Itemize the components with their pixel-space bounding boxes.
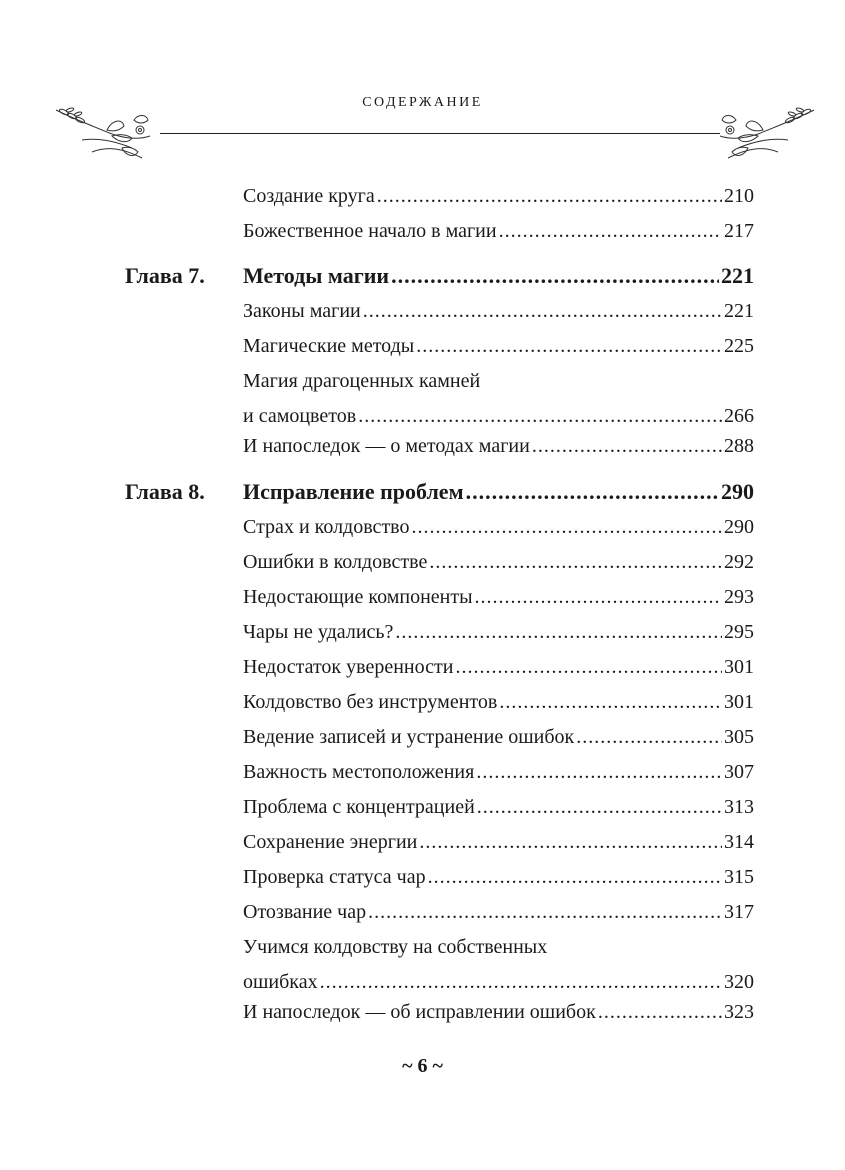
leader-dots (429, 545, 722, 580)
toc-entry-title: Проблема с концентрацией (243, 796, 475, 818)
toc-entry-page: 210 (724, 185, 754, 207)
toc-entry-page: 295 (724, 621, 754, 643)
toc-entry-title: Важность местоположения (243, 761, 475, 783)
chapter-label: Глава 7. (125, 263, 205, 288)
toc-entry-title: ошибках (243, 971, 318, 993)
leader-dots (411, 510, 722, 545)
toc-entry[interactable] (243, 790, 754, 825)
leader-dots (368, 895, 722, 930)
toc-entry-page: 292 (724, 551, 754, 573)
toc-entry-page: 293 (724, 586, 754, 608)
toc-entry-title: Ошибки в колдовстве (243, 551, 428, 573)
toc-entry-title: Проверка статуса чар (243, 866, 426, 888)
toc-entry-page: 288 (724, 435, 754, 457)
toc-entry-page: 221 (724, 300, 754, 322)
leader-dots (598, 995, 722, 1030)
toc-entry-page: 221 (721, 263, 754, 288)
toc-entry-page: 301 (724, 656, 754, 678)
toc-entry-page: 290 (721, 479, 754, 504)
toc-chapter-entry[interactable] (243, 474, 754, 509)
toc-entry-title: и самоцветов (243, 405, 357, 427)
toc-entry-title: Недостающие компоненты (243, 586, 473, 608)
leader-dots (416, 329, 722, 364)
leader-dots (455, 650, 722, 685)
page-number: ~ 6 ~ (402, 1055, 443, 1077)
leader-dots (377, 179, 722, 214)
leader-dots (476, 755, 722, 790)
toc-entry[interactable] (243, 930, 754, 1000)
leader-dots (363, 294, 722, 329)
toc-entry[interactable] (243, 860, 754, 895)
leader-dots (428, 860, 722, 895)
toc-entry-title: Создание круга (243, 185, 375, 207)
toc-entry-title: И напоследок — о методах магии (243, 435, 530, 457)
toc-entry-title: Отозвание чар (243, 901, 367, 923)
toc-entry-page: 313 (724, 796, 754, 818)
toc-entry-title: И напоследок — об исправлении ошибок (243, 1001, 596, 1023)
toc-entry[interactable] (243, 755, 754, 790)
toc-entry-title: Колдовство без инструментов (243, 691, 498, 713)
toc-entry-title: Исправление проблем (243, 479, 464, 504)
leader-dots (391, 258, 719, 293)
toc-entry-title: Сохранение энергии (243, 831, 418, 853)
header-rule (160, 133, 720, 134)
toc-entry-title: Ведение записей и устранение ошибок (243, 726, 575, 748)
toc-entry-page: 320 (724, 971, 754, 993)
toc-entry[interactable] (243, 429, 754, 464)
toc-entry-title: Недостаток уверенности (243, 656, 454, 678)
toc-entry-page: 225 (724, 335, 754, 357)
toc-entry[interactable] (243, 895, 754, 930)
toc-entry[interactable] (243, 294, 754, 329)
page-title: СОДЕРЖАНИЕ (362, 95, 483, 110)
toc-entry-page: 317 (724, 901, 754, 923)
leader-dots (532, 429, 722, 464)
chapter-label: Глава 8. (125, 479, 205, 504)
leader-dots (395, 615, 722, 650)
toc-entry[interactable] (243, 995, 754, 1030)
toc-entry-page: 315 (724, 866, 754, 888)
toc-entry[interactable] (243, 650, 754, 685)
toc-entry-title: Божественное начало в магии (243, 220, 497, 242)
floral-ornament-right-icon (718, 100, 818, 170)
leader-dots (477, 790, 722, 825)
toc-entry[interactable] (243, 510, 754, 545)
toc-entry[interactable] (243, 179, 754, 214)
toc-entry-page: 314 (724, 831, 754, 853)
leader-dots (576, 720, 722, 755)
toc-entry[interactable] (243, 825, 754, 860)
leader-dots (419, 825, 722, 860)
leader-dots (499, 214, 722, 249)
toc-entry[interactable] (243, 329, 754, 364)
toc-entry-page: 217 (724, 220, 754, 242)
leader-dots (499, 685, 722, 720)
page-header (0, 0, 845, 175)
toc-entry-page: 290 (724, 516, 754, 538)
toc-entry[interactable] (243, 214, 754, 249)
toc-entry-title: Страх и колдовство (243, 516, 410, 538)
toc-entry[interactable] (243, 545, 754, 580)
toc-entry[interactable] (243, 685, 754, 720)
toc-entry-title-line1: Учимся колдовству на собственных (243, 936, 548, 958)
toc-entry-title: Чары не удались? (243, 621, 394, 643)
toc-entry-page: 305 (724, 726, 754, 748)
toc-entry[interactable] (243, 720, 754, 755)
leader-dots (466, 474, 719, 509)
leader-dots (475, 580, 722, 615)
toc-entry[interactable] (243, 364, 754, 434)
toc-entry-title-line1: Магия драгоценных камней (243, 370, 481, 392)
toc-entry-title: Магические методы (243, 335, 415, 357)
toc-entry[interactable] (243, 615, 754, 650)
toc-entry-title: Методы магии (243, 263, 390, 288)
toc-entry-page: 301 (724, 691, 754, 713)
toc-entry[interactable] (243, 580, 754, 615)
toc-entry-page: 323 (724, 1001, 754, 1023)
toc-chapter-entry[interactable] (243, 258, 754, 293)
toc-entry-page: 307 (724, 761, 754, 783)
toc-entry-page: 266 (724, 405, 754, 427)
toc-entry-title: Законы магии (243, 300, 361, 322)
